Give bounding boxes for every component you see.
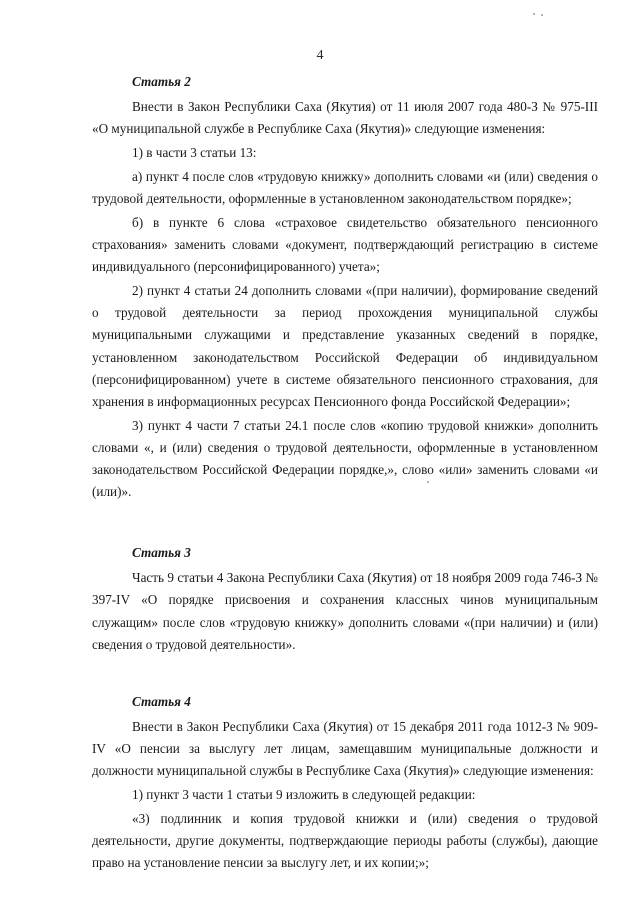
paragraph: а) пункт 4 после слов «трудовую книжку» дополнить словами «и (или) сведения о трудовой деятельности, оформленные в установленном законодательством порядке»;	[92, 168, 598, 206]
paragraph: 2) пункт 4 статьи 24 дополнить словами «(при наличии), формирование сведений о трудовой деятельности за период прохождения муниципальной службы муниципальными служащими и представление указанных сведений в порядке, установленном законодательством Российской Федерации об индивидуальном (персонифицированном) учете в системе обязательного пенсионного страхования, для хранения в информационных ресурсах Пенсионного фонда Российской Федерации»;	[92, 283, 598, 410]
article-title: Статья 2	[132, 74, 191, 89]
document-body	[92, 68, 598, 876]
paragraph: Внести в Закон Республики Саха (Якутия) от 15 декабря 2011 года 1012-З № 909-IV «О пенсии за выслугу лет лицам, замещавшим муниципальные должности и должности муниципальной службы в Республике Саха (Якутия)» следующие изменения:	[92, 718, 598, 779]
page-number: 4	[316, 48, 324, 63]
article-3	[92, 539, 598, 656]
paragraph: Внести в Закон Республики Саха (Якутия) от 11 июля 2007 года 480-З № 975-III «О муниципальной службе в Республике Саха (Якутия)» следующие изменения:	[92, 99, 598, 137]
spacer	[92, 658, 598, 688]
article-title: Статья 4	[132, 693, 191, 709]
article-4	[92, 688, 598, 875]
scan-speck	[533, 13, 535, 15]
paragraph: 1) в части 3 статьи 13:	[132, 145, 257, 160]
scan-speck	[541, 14, 543, 16]
paragraph: 3) пункт 4 части 7 статьи 24.1 после слов «копию трудовой книжки» дополнить словами «, и (или) сведения о трудовой деятельности, оформленные в установленном законодательством Российской Федерации порядке,», слово «или» заменить словами «и (или)».	[92, 417, 598, 500]
paragraph: б) в пункте 6 слова «страховое свидетельство обязательного пенсионного страхования» заменить словами «документ, подтверждающий регистрацию в системе индивидуального (персонифицированного) учета»;	[92, 214, 598, 275]
article-title: Статья 3	[132, 545, 191, 561]
paragraph: 1) пункт 3 части 1 статьи 9 изложить в следующей редакции:	[132, 786, 476, 802]
spacer	[92, 505, 598, 539]
paragraph: «3) подлинник и копия трудовой книжки и (или) сведения о трудовой деятельности, другие документы, подтверждающие периоды работы (службы), дающие право на установление пенсии за выслугу лет, и их копии;»;	[92, 810, 598, 871]
paragraph: Часть 9 статьи 4 Закона Республики Саха (Якутия) от 18 ноября 2009 года 746-З № 397-IV «О порядке присвоения и сохранения классных чинов муниципальным служащим» после слов «трудовую книжку» дополнить словами «(при наличии) и (или) сведения о трудовой деятельности».	[92, 570, 598, 652]
article-2	[92, 68, 598, 504]
